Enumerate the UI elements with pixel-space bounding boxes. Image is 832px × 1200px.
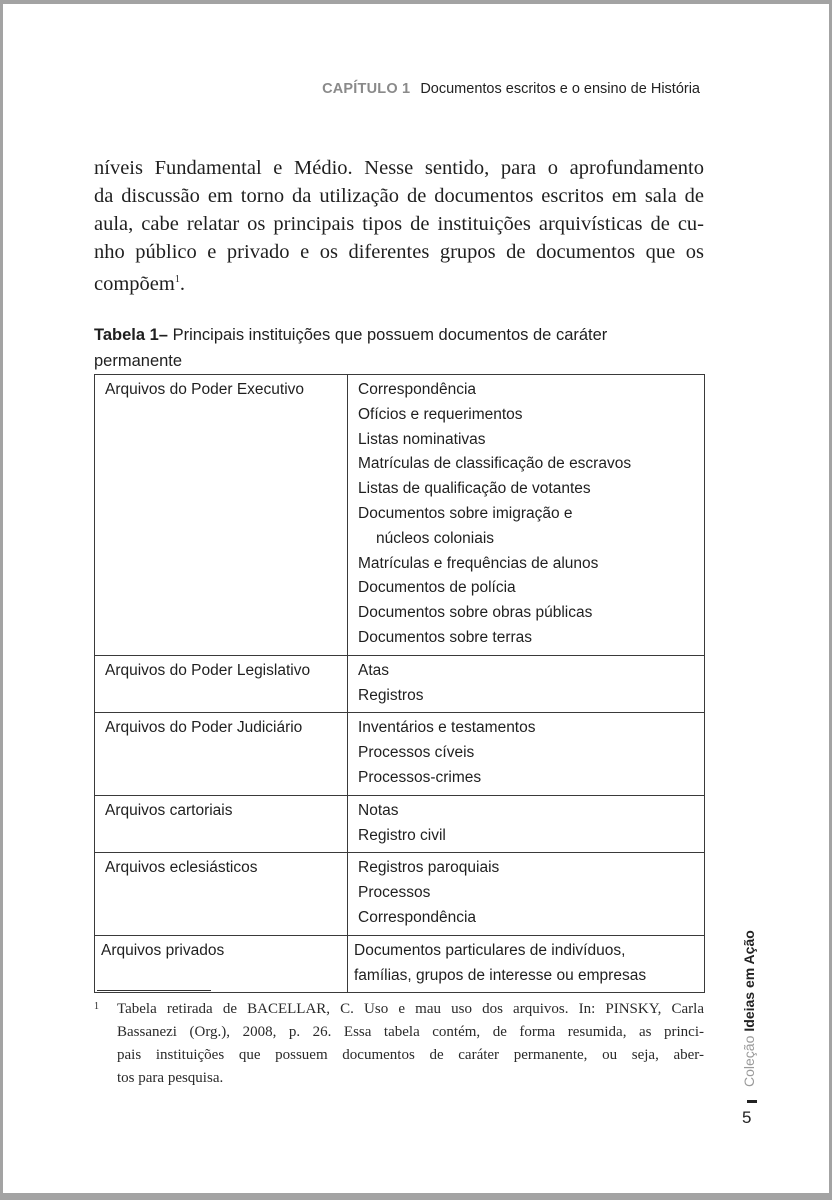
- table-row: [95, 795, 705, 853]
- body-last-text: compõem: [94, 273, 175, 295]
- document-item: Processos: [358, 884, 431, 902]
- footnote-line: tos para pesquisa.: [117, 1070, 224, 1086]
- documents-cell: [348, 935, 705, 993]
- documents-cell: [348, 655, 705, 713]
- collection-prefix: Coleção: [741, 1035, 757, 1087]
- table-row: [95, 935, 705, 993]
- footnote-separator: [97, 990, 211, 991]
- body-line: níveis Fundamental e Médio. Nesse sentido, para o aprofundamento: [94, 157, 704, 179]
- institution-cell: Arquivos do Poder Judiciário: [95, 713, 348, 795]
- chapter-title: Documentos escritos e o ensino de História: [420, 81, 700, 97]
- document-item: Documentos sobre obras públicas: [358, 604, 593, 622]
- document-item: Documentos sobre terras: [358, 628, 533, 646]
- table-caption-text: Principais instituições que possuem documentos de caráter: [167, 326, 608, 344]
- page-number: 5: [742, 1108, 752, 1127]
- document-item: Inventários e testamentos: [358, 719, 536, 737]
- document-item: Registro civil: [358, 826, 446, 844]
- table-caption-label: Tabela 1–: [94, 326, 168, 344]
- document-item: Documentos particulares de indivíduos,: [354, 941, 626, 959]
- footnote: [94, 998, 704, 1090]
- document-item: famílias, grupos de interesse ou empresas: [354, 966, 647, 984]
- table-row: [95, 375, 705, 656]
- document-item: Ofícios e requerimentos: [358, 405, 523, 423]
- document-item: Processos cíveis: [358, 744, 475, 762]
- collection-name: Ideias em Ação: [741, 930, 757, 1032]
- institution-cell: Arquivos privados: [95, 935, 348, 993]
- table-row: [95, 853, 705, 935]
- body-line: aula, cabe relatar os principais tipos de instituições arquivísticas de cu-: [94, 213, 704, 235]
- institution-cell: Arquivos do Poder Executivo: [95, 375, 348, 656]
- table-row: [95, 655, 705, 713]
- institution-cell: Arquivos cartoriais: [95, 795, 348, 853]
- documents-cell: [348, 375, 705, 656]
- footnote-body: [117, 998, 704, 1090]
- footnote-line: Bassanezi (Org.), 2008, p. 26. Essa tabela contém, de forma resumida, as princi-: [117, 1024, 704, 1040]
- footnote-reference[interactable]: 1: [174, 274, 180, 285]
- document-item: Notas: [358, 801, 399, 819]
- document-item: Documentos sobre imigração e: [358, 504, 573, 522]
- collection-title: [741, 930, 757, 1087]
- document-item: Correspondência: [358, 908, 477, 926]
- body-line: da discussão em torno da utilização de documentos escritos em sala de: [94, 185, 704, 207]
- footnote-line: Tabela retirada de BACELLAR, C. Uso e mau uso dos arquivos. In: PINSKY, Carla: [117, 1001, 704, 1017]
- document-item: Atas: [358, 661, 390, 679]
- table-row: [95, 713, 705, 795]
- document-item: Documentos de polícia: [358, 579, 516, 597]
- body-line: nho público e privado e os diferentes grupos de documentos que os: [94, 241, 704, 263]
- chapter-label: CAPÍTULO 1: [322, 81, 411, 97]
- footnote-line: pais instituições que possuem documentos de caráter permanente, ou seja, aber-: [117, 1047, 704, 1063]
- document-item: Processos-crimes: [358, 768, 482, 786]
- document-item: Registros paroquiais: [358, 859, 500, 877]
- document-item: Listas nominativas: [358, 430, 486, 448]
- document-item-continuation: núcleos coloniais: [376, 529, 495, 547]
- body-line-last: compõem$^1$.: [94, 273, 185, 295]
- institution-cell: Arquivos eclesiásticos: [95, 853, 348, 935]
- document-item: Correspondência: [358, 381, 477, 398]
- documents-cell: [348, 853, 705, 935]
- documents-cell: [348, 795, 705, 853]
- institutions-table: [94, 374, 705, 993]
- book-page: [3, 4, 829, 1193]
- footnote-mark: 1: [94, 1001, 99, 1012]
- document-item: Registros: [358, 686, 424, 704]
- body-paragraph: [94, 154, 704, 294]
- table-caption: [94, 322, 694, 374]
- documents-cell: [348, 713, 705, 795]
- document-item: Matrículas de classificação de escravos: [358, 455, 632, 473]
- institution-cell: Arquivos do Poder Legislativo: [95, 655, 348, 713]
- document-item: Matrículas e frequências de alunos: [358, 554, 599, 572]
- page-number-bar: [747, 1100, 757, 1103]
- running-head: [322, 81, 700, 97]
- table-caption-text-cont: permanente: [94, 352, 183, 370]
- document-item: Listas de qualificação de votantes: [358, 480, 591, 498]
